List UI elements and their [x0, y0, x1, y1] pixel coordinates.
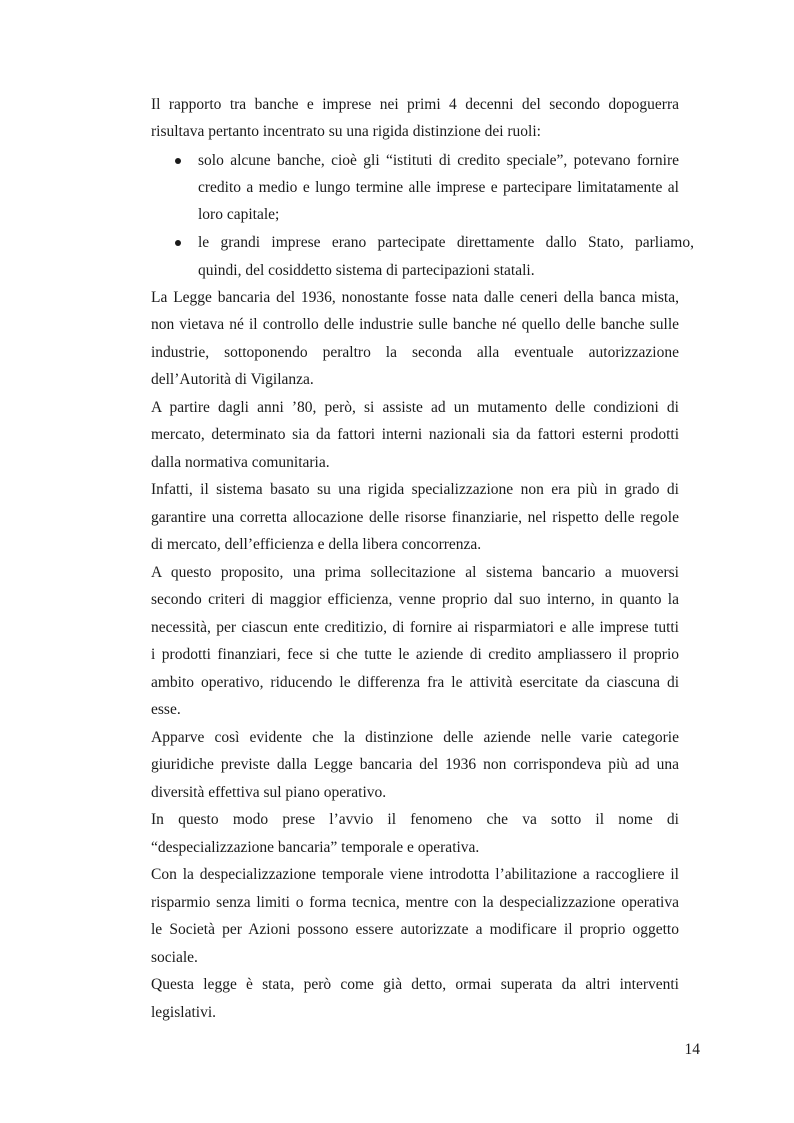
- text-line: La Legge bancaria del 1936, nonostante fosse nata dalle ceneri della banca mista,: [151, 289, 679, 306]
- text-line: In questo modo prese l’avvio il fenomeno che va sotto il nome di: [151, 811, 679, 828]
- text-line: A questo proposito, una prima sollecitazione al sistema bancario a muoversi: [151, 564, 679, 581]
- text-line: legislativi.: [151, 1004, 217, 1021]
- text-line: giuridiche previste dalla Legge bancaria del 1936 non corrispondeva più ad una: [151, 756, 679, 773]
- text-line: Questa legge è stata, però come già detto, ormai superata da altri interventi: [151, 976, 679, 993]
- page-number: 14: [684, 1041, 700, 1058]
- text-line: mercato, determinato sia da fattori interni nazionali sia da fattori esterni prodotti: [151, 426, 679, 443]
- text-line: esse.: [151, 701, 181, 718]
- bullet-icon: [175, 240, 181, 246]
- text-line: i prodotti finanziari, fece si che tutte le aziende di credito ampliassero il proprio: [151, 646, 679, 663]
- text-line: le Società per Azioni possono essere autorizzate a modificare il proprio oggetto: [151, 921, 679, 938]
- text-line: necessità, per ciascun ente creditizio, di fornire ai risparmiatori e alle imprese tutti: [151, 619, 679, 636]
- text-line: secondo criteri di maggior efficienza, venne proprio dal suo interno, in quanto la: [151, 591, 679, 608]
- list-item-line: loro capitale;: [198, 206, 280, 223]
- text-line: diversità effettiva sul piano operativo.: [151, 784, 387, 801]
- text-line: Con la despecializzazione temporale viene introdotta l’abilitazione a raccogliere il: [151, 866, 679, 883]
- text-line: dell’Autorità di Vigilanza.: [151, 371, 314, 388]
- text-line: di mercato, dell’efficienza e della libera concorrenza.: [151, 536, 482, 553]
- text-line: “despecializzazione bancaria” temporale e operativa.: [151, 839, 480, 856]
- text-line: sociale.: [151, 949, 198, 966]
- text-line: ambito operativo, riducendo le differenza fra le attività esercitate da ciascuna di: [151, 674, 679, 691]
- list-item-line: solo alcune banche, cioè gli “istituti di credito speciale”, potevano fornire: [198, 152, 679, 169]
- list-item-line: quindi, del cosiddetto sistema di partecipazioni statali.: [198, 262, 535, 279]
- text-line: risparmio senza limiti o forma tecnica, mentre con la despecializzazione operativa: [151, 894, 679, 911]
- bullet-icon: [175, 158, 181, 164]
- list-item-line: le grandi imprese erano partecipate direttamente dallo Stato, parliamo,: [198, 234, 694, 251]
- text-line: risultava pertanto incentrato su una rigida distinzione dei ruoli:: [151, 123, 541, 140]
- text-line: garantire una corretta allocazione delle risorse finanziarie, nel rispetto delle regole: [151, 509, 679, 526]
- text-line: Apparve così evidente che la distinzione delle aziende nelle varie categorie: [151, 729, 679, 746]
- text-line: industrie, sottoponendo peraltro la seconda alla eventuale autorizzazione: [151, 344, 679, 361]
- text-line: non vietava né il controllo delle industrie sulle banche né quello delle banche sulle: [151, 316, 679, 333]
- list-item-line: credito a medio e lungo termine alle imprese e partecipare limitatamente al: [198, 179, 679, 196]
- text-line: Il rapporto tra banche e imprese nei primi 4 decenni del secondo dopoguerra: [151, 96, 679, 113]
- text-line: A partire dagli anni ’80, però, si assiste ad un mutamento delle condizioni di: [151, 399, 679, 416]
- text-line: dalla normativa comunitaria.: [151, 454, 330, 471]
- text-line: Infatti, il sistema basato su una rigida specializzazione non era più in grado di: [151, 481, 679, 498]
